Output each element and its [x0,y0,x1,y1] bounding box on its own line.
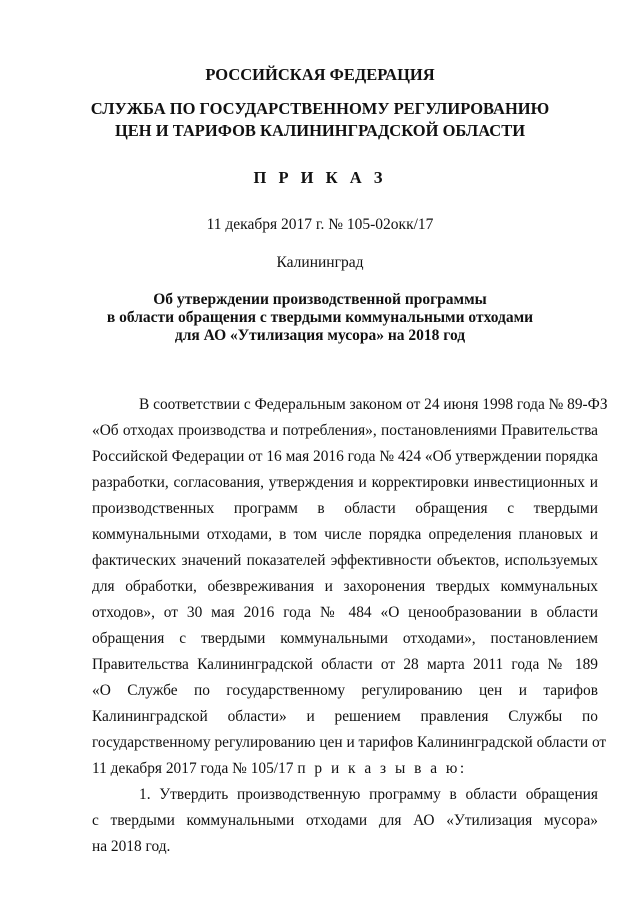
preamble-line: фактических значений показателей эффективности объектов, используемых [92,552,598,569]
item-1-line: на 2018 год. [92,838,171,855]
item-1-line: 1. Утвердить производственную программу в области обращения [139,786,598,803]
preamble-line: государственному регулированию цен и тарифов Калининградской области от [92,734,607,751]
document-body [92,392,608,860]
preamble-line: «О Службе по государственному регулированию цен и тарифов [92,682,598,699]
preamble-line: В соответствии с Федеральным законом от 24 июня 1998 года № 89-ФЗ [139,396,608,413]
preamble-line: Калининградской области» и решением правления Службы по [92,708,598,725]
preamble-line: Правительства Калининградской области от 28 марта 2011 года № 189 [92,656,598,673]
paragraph-preamble [92,392,608,782]
preamble-line: производственных программ в области обращения с твердыми [92,500,598,517]
preamble-last-line-text: 11 декабря 2017 года № 105/17 [92,760,298,777]
item-1-line: с твердыми коммунальными отходами для АО «Утилизация мусора» [92,812,598,829]
service-heading [0,98,640,142]
document-type: П Р И К А З [253,168,387,187]
document-city: Калининград [276,254,364,271]
preamble-line: для обработки, обезвреживания и захоронения твердых коммунальных [92,578,598,595]
preamble-last-line [92,756,598,782]
title-line-1: Об утверждении производственной программы [153,291,487,308]
document-title [0,291,640,345]
preamble-line: разработки, согласования, утверждения и корректировки инвестиционных и [92,474,598,491]
service-heading-line-1: СЛУЖБА ПО ГОСУДАРСТВЕННОМУ РЕГУЛИРОВАНИЮ [90,99,550,118]
title-line-2: в области обращения с твердыми коммунальными отходами [106,309,534,326]
paragraph-item-1 [92,782,598,860]
title-line-3: для АО «Утилизация мусора» на 2018 год [174,327,466,344]
preamble-line: отходов», от 30 мая 2016 года № 484 «О ценообразовании в области [92,604,598,621]
preamble-line: «Об отходах производства и потребления», постановлениями Правительства [92,422,598,439]
country-heading: РОССИЙСКАЯ ФЕДЕРАЦИЯ [205,65,435,84]
preamble-line: обращения с твердыми коммунальными отходами», постановлением [92,630,598,647]
preamble-line: Российской Федерации от 16 мая 2016 года № 424 «Об утверждении порядка [92,448,598,465]
document-date-number: 11 декабря 2017 г. № 105-02окк/17 [206,216,434,233]
service-heading-line-2: ЦЕН И ТАРИФОВ КАЛИНИНГРАДСКОЙ ОБЛАСТИ [114,121,526,140]
preamble-line: коммунальными отходами, в том числе порядка определения плановых и [92,526,598,543]
order-keyword: п р и к а з ы в а ю: [297,760,467,777]
